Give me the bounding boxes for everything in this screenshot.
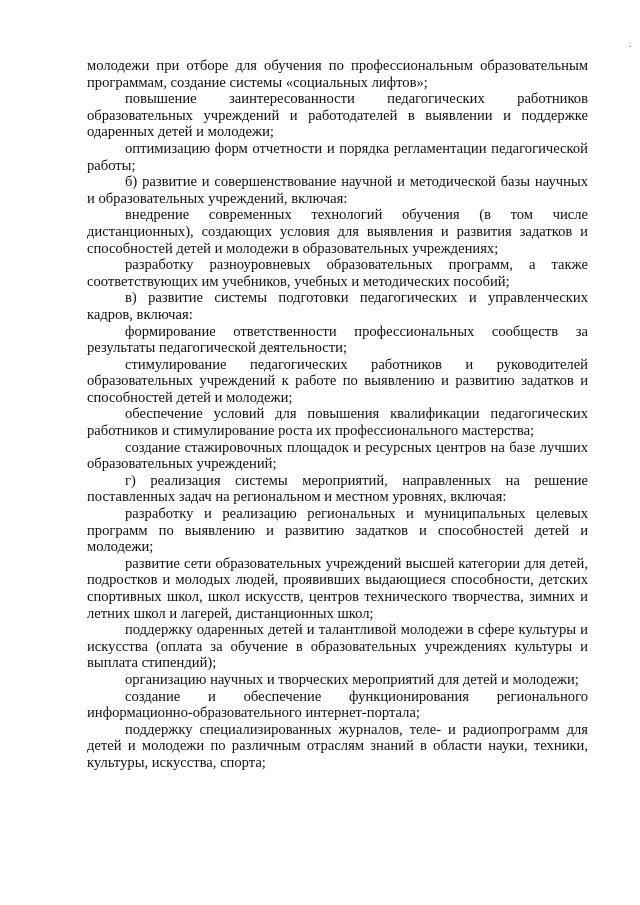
paragraph: создание стажировочных площадок и ресурсных центров на базе лучших образовательных учреждений; <box>87 439 588 473</box>
edge-mark: · <box>628 42 632 53</box>
paragraph-section-v: в) развитие системы подготовки педагогических и управленческих кадров, включая: <box>87 290 588 323</box>
paragraph: поддержку одаренных детей и талантливой молодежи в сфере культуры и искусства (оплата за обучение в образовательных учреждениях культуры и выплата стипендий); <box>87 622 588 672</box>
paragraph: поддержку специализированных журналов, теле- и радиопрограмм для детей и молодежи по различным отраслям знаний в области науки, техники, культуры, искусства, спорта; <box>87 721 588 771</box>
paragraph: создание и обеспечение функционирования регионального информационно-образовательного интернет-портала; <box>87 688 588 722</box>
paragraph: повышение заинтересованности педагогических работников образовательных учреждений и работодателей в выявлении и поддержке одаренных детей и молодежи; <box>87 91 588 141</box>
paragraph-section-b: б) развитие и совершенствование научной и методической базы научных и образовательных учреждений, включая: <box>87 174 588 207</box>
paragraph: разработку разноуровневых образовательных программ, а также соответствующих им учебников, учебных и методических пособий; <box>87 257 588 290</box>
paragraph: оптимизацию форм отчетности и порядка регламентации педагогической работы; <box>87 140 588 174</box>
paragraph-section-g: г) реализация системы мероприятий, направленных на решение поставленных задач на региональном и местном уровнях, включая: <box>87 472 588 506</box>
paragraph: разработку и реализацию региональных и муниципальных целевых программ по выявлению и развитию задатков и способностей детей и молодежи; <box>87 506 588 556</box>
paragraph: стимулирование педагогических работников и руководителей образовательных учреждений к работе по выявлению и развитию задатков и способностей детей и молодежи; <box>87 356 588 406</box>
paragraph: обеспечение условий для повышения квалификации педагогических работников и стимулирование роста их профессионального мастерства; <box>87 406 588 440</box>
paragraph: организацию научных и творческих мероприятий для детей и молодежи; <box>125 671 579 688</box>
paragraph: развитие сети образовательных учреждений высшей категории для детей, подростков и молодых людей, проявивших выдающиеся способности, детских спортивных школ, школ искусств, центров технического творчества, зимних и летних школ и лагерей, дистанционных школ; <box>87 555 588 622</box>
paragraph: формирование ответственности профессиональных сообществ за результаты педагогической деятельности; <box>87 323 588 357</box>
paragraph-continuation: молодежи при отборе для обучения по профессиональным образовательным программам, создание системы «социальных лифтов»; <box>87 58 588 91</box>
paragraph: внедрение современных технологий обучения (в том числе дистанционных), создающих условия для выявления и развития задатков и способностей детей и молодежи в образовательных учреждениях; <box>87 207 588 257</box>
